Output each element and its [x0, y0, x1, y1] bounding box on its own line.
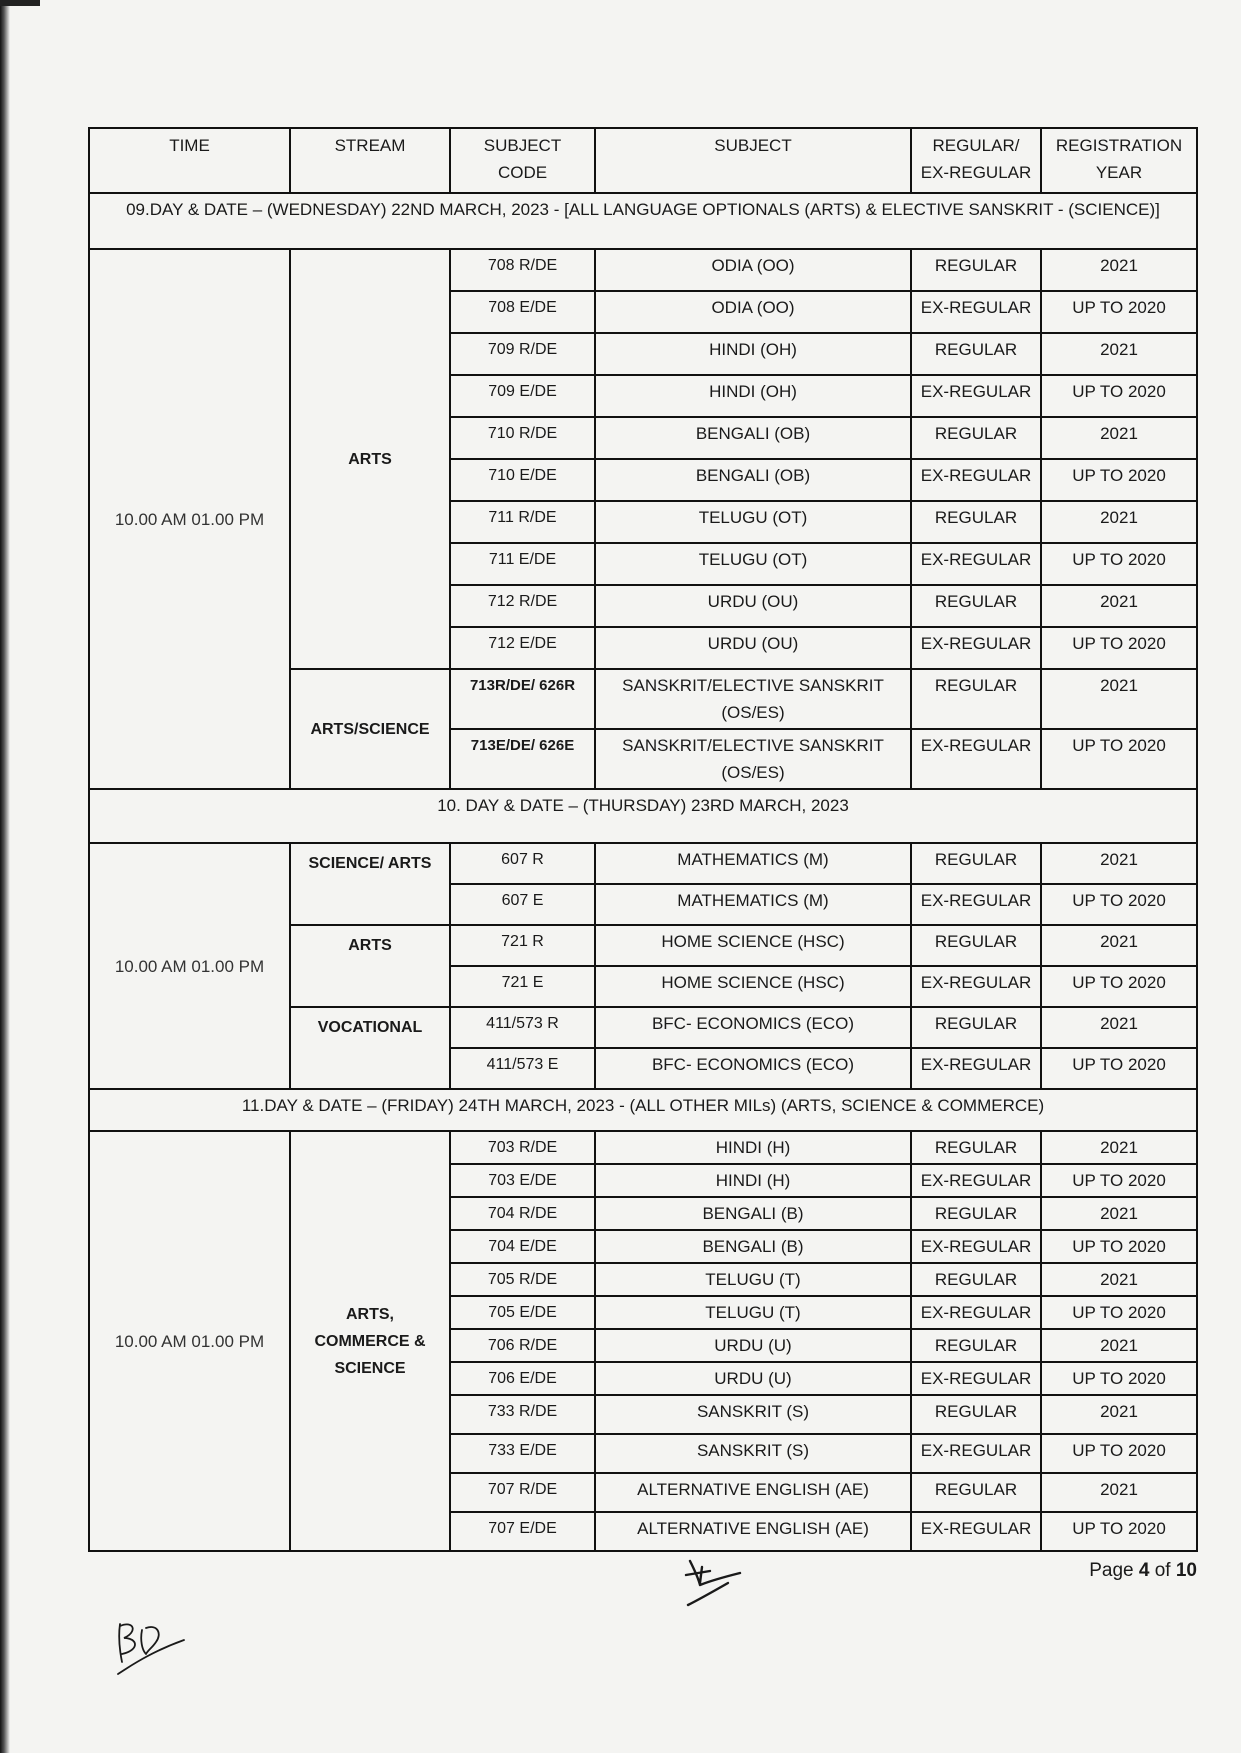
subject-name: SANSKRIT/ELECTIVE SANSKRIT (OS/ES) — [595, 729, 911, 789]
subject-code: 703 E/DE — [450, 1164, 595, 1197]
subject-code: 411/573 R — [450, 1007, 595, 1048]
subject-code: 704 E/DE — [450, 1230, 595, 1263]
registration-year: 2021 — [1041, 925, 1197, 966]
header-time: TIME — [89, 128, 290, 193]
section-title-row — [89, 193, 1197, 249]
subject-name: TELUGU (OT) — [595, 543, 911, 585]
regular-type: REGULAR — [911, 1395, 1041, 1434]
registration-year: 2021 — [1041, 585, 1197, 627]
subject-name: ODIA (OO) — [595, 249, 911, 291]
registration-year: UP TO 2020 — [1041, 543, 1197, 585]
scan-edge — [0, 0, 10, 1753]
regular-type: EX-REGULAR — [911, 627, 1041, 669]
regular-type: REGULAR — [911, 417, 1041, 459]
header-registration-year: REGISTRATION YEAR — [1041, 128, 1197, 193]
subject-code: 721 E — [450, 966, 595, 1007]
subject-code: 707 E/DE — [450, 1512, 595, 1551]
subject-name: URDU (U) — [595, 1362, 911, 1395]
regular-type: REGULAR — [911, 1007, 1041, 1048]
subject-name: HOME SCIENCE (HSC) — [595, 925, 911, 966]
stream-cell: ARTS, COMMERCE & SCIENCE — [290, 1131, 450, 1551]
subject-name: URDU (OU) — [595, 585, 911, 627]
table-row — [89, 843, 1197, 884]
subject-name: BENGALI (OB) — [595, 459, 911, 501]
registration-year: 2021 — [1041, 1473, 1197, 1512]
registration-year: UP TO 2020 — [1041, 291, 1197, 333]
subject-code: 706 E/DE — [450, 1362, 595, 1395]
subject-code: 733 R/DE — [450, 1395, 595, 1434]
registration-year: 2021 — [1041, 1395, 1197, 1434]
subject-code: 607 E — [450, 884, 595, 925]
regular-type: EX-REGULAR — [911, 1434, 1041, 1473]
regular-type: EX-REGULAR — [911, 1230, 1041, 1263]
registration-year: 2021 — [1041, 1263, 1197, 1296]
regular-type: EX-REGULAR — [911, 1512, 1041, 1551]
registration-year: 2021 — [1041, 333, 1197, 375]
regular-type: REGULAR — [911, 1473, 1041, 1512]
time-cell: 10.00 AM 01.00 PM — [89, 843, 290, 1089]
scan-corner — [0, 0, 40, 6]
subject-name: TELUGU (T) — [595, 1263, 911, 1296]
subject-name: ODIA (OO) — [595, 291, 911, 333]
subject-code: 706 R/DE — [450, 1329, 595, 1362]
subject-code: 707 R/DE — [450, 1473, 595, 1512]
regular-type: EX-REGULAR — [911, 543, 1041, 585]
subject-name: BFC- ECONOMICS (ECO) — [595, 1048, 911, 1089]
subject-code: 703 R/DE — [450, 1131, 595, 1164]
subject-code: 708 E/DE — [450, 291, 595, 333]
subject-code: 711 R/DE — [450, 501, 595, 543]
registration-year: 2021 — [1041, 1131, 1197, 1164]
subject-name: MATHEMATICS (M) — [595, 843, 911, 884]
registration-year: UP TO 2020 — [1041, 1048, 1197, 1089]
stream-cell: ARTS — [290, 249, 450, 669]
subject-name: BENGALI (B) — [595, 1230, 911, 1263]
section-title: 11.DAY & DATE – (FRIDAY) 24TH MARCH, 2023 - (ALL OTHER MILs) (ARTS, SCIENCE & COMMERCE) — [89, 1089, 1197, 1131]
subject-name: HOME SCIENCE (HSC) — [595, 966, 911, 1007]
handwritten-signature-icon — [112, 1610, 192, 1680]
registration-year: UP TO 2020 — [1041, 1512, 1197, 1551]
registration-year: 2021 — [1041, 669, 1197, 729]
registration-year: UP TO 2020 — [1041, 1230, 1197, 1263]
regular-type: REGULAR — [911, 1329, 1041, 1362]
section-title-row — [89, 1089, 1197, 1131]
regular-type: REGULAR — [911, 1197, 1041, 1230]
page-number: Page 4 of 10 — [1089, 1560, 1197, 1581]
regular-type: REGULAR — [911, 333, 1041, 375]
regular-type: EX-REGULAR — [911, 1048, 1041, 1089]
section-title: 09.DAY & DATE – (WEDNESDAY) 22ND MARCH, 2023 - [ALL LANGUAGE OPTIONALS (ARTS) & ELECTIVE SANSKRIT - (SCIENCE)] — [89, 193, 1197, 249]
table-row — [89, 1131, 1197, 1164]
subject-code: 711 E/DE — [450, 543, 595, 585]
subject-name: MATHEMATICS (M) — [595, 884, 911, 925]
registration-year: UP TO 2020 — [1041, 627, 1197, 669]
regular-type: EX-REGULAR — [911, 1362, 1041, 1395]
subject-code: 710 R/DE — [450, 417, 595, 459]
registration-year: UP TO 2020 — [1041, 729, 1197, 789]
time-cell: 10.00 AM 01.00 PM — [89, 249, 290, 789]
subject-code: 712 R/DE — [450, 585, 595, 627]
registration-year: UP TO 2020 — [1041, 1296, 1197, 1329]
exam-schedule-table — [88, 127, 1198, 1552]
stream-cell: ARTS/SCIENCE — [290, 669, 450, 789]
subject-name: SANSKRIT (S) — [595, 1395, 911, 1434]
subject-code: 411/573 E — [450, 1048, 595, 1089]
regular-type: EX-REGULAR — [911, 459, 1041, 501]
registration-year: UP TO 2020 — [1041, 1362, 1197, 1395]
subject-name: ALTERNATIVE ENGLISH (AE) — [595, 1473, 911, 1512]
subject-name: HINDI (OH) — [595, 333, 911, 375]
regular-type: EX-REGULAR — [911, 1164, 1041, 1197]
subject-code: 721 R — [450, 925, 595, 966]
regular-type: EX-REGULAR — [911, 729, 1041, 789]
subject-code: 705 R/DE — [450, 1263, 595, 1296]
subject-name: BENGALI (B) — [595, 1197, 911, 1230]
subject-code: 713R/DE/ 626R — [450, 669, 595, 729]
registration-year: 2021 — [1041, 1007, 1197, 1048]
header-subject-code: SUBJECT CODE — [450, 128, 595, 193]
section-title-row — [89, 789, 1197, 843]
header-row — [89, 128, 1197, 193]
subject-name: BENGALI (OB) — [595, 417, 911, 459]
registration-year: UP TO 2020 — [1041, 375, 1197, 417]
regular-type: REGULAR — [911, 1131, 1041, 1164]
regular-type: EX-REGULAR — [911, 884, 1041, 925]
header-stream: STREAM — [290, 128, 450, 193]
subject-code: 607 R — [450, 843, 595, 884]
subject-name: URDU (OU) — [595, 627, 911, 669]
regular-type: EX-REGULAR — [911, 375, 1041, 417]
subject-code: 708 R/DE — [450, 249, 595, 291]
subject-name: SANSKRIT/ELECTIVE SANSKRIT (OS/ES) — [595, 669, 911, 729]
subject-name: ALTERNATIVE ENGLISH (AE) — [595, 1512, 911, 1551]
regular-type: REGULAR — [911, 1263, 1041, 1296]
stream-cell: ARTS — [290, 925, 450, 1007]
subject-code: 710 E/DE — [450, 459, 595, 501]
registration-year: 2021 — [1041, 501, 1197, 543]
stream-cell: VOCATIONAL — [290, 1007, 450, 1089]
registration-year: 2021 — [1041, 417, 1197, 459]
registration-year: 2021 — [1041, 249, 1197, 291]
regular-type: REGULAR — [911, 249, 1041, 291]
time-cell: 10.00 AM 01.00 PM — [89, 1131, 290, 1551]
table-row — [89, 249, 1197, 291]
subject-name: URDU (U) — [595, 1329, 911, 1362]
regular-type: EX-REGULAR — [911, 966, 1041, 1007]
subject-name: BFC- ECONOMICS (ECO) — [595, 1007, 911, 1048]
subject-name: HINDI (H) — [595, 1164, 911, 1197]
subject-code: 713E/DE/ 626E — [450, 729, 595, 789]
regular-type: EX-REGULAR — [911, 291, 1041, 333]
registration-year: 2021 — [1041, 843, 1197, 884]
registration-year: 2021 — [1041, 1329, 1197, 1362]
section-title: 10. DAY & DATE – (THURSDAY) 23RD MARCH, 2023 — [89, 789, 1197, 843]
subject-code: 704 R/DE — [450, 1197, 595, 1230]
regular-type: REGULAR — [911, 925, 1041, 966]
registration-year: UP TO 2020 — [1041, 1434, 1197, 1473]
subject-name: TELUGU (OT) — [595, 501, 911, 543]
subject-code: 733 E/DE — [450, 1434, 595, 1473]
stream-cell: SCIENCE/ ARTS — [290, 843, 450, 925]
subject-name: SANSKRIT (S) — [595, 1434, 911, 1473]
header-subject: SUBJECT — [595, 128, 911, 193]
regular-type: REGULAR — [911, 843, 1041, 884]
registration-year: UP TO 2020 — [1041, 884, 1197, 925]
regular-type: REGULAR — [911, 669, 1041, 729]
subject-code: 705 E/DE — [450, 1296, 595, 1329]
subject-code: 712 E/DE — [450, 627, 595, 669]
subject-name: HINDI (H) — [595, 1131, 911, 1164]
registration-year: 2021 — [1041, 1197, 1197, 1230]
regular-type: EX-REGULAR — [911, 1296, 1041, 1329]
registration-year: UP TO 2020 — [1041, 459, 1197, 501]
subject-code: 709 R/DE — [450, 333, 595, 375]
registration-year: UP TO 2020 — [1041, 966, 1197, 1007]
registration-year: UP TO 2020 — [1041, 1164, 1197, 1197]
subject-name: HINDI (OH) — [595, 375, 911, 417]
subject-name: TELUGU (T) — [595, 1296, 911, 1329]
subject-code: 709 E/DE — [450, 375, 595, 417]
initials-signature-icon — [680, 1555, 750, 1610]
header-regular: REGULAR/ EX-REGULAR — [911, 128, 1041, 193]
regular-type: REGULAR — [911, 501, 1041, 543]
regular-type: REGULAR — [911, 585, 1041, 627]
